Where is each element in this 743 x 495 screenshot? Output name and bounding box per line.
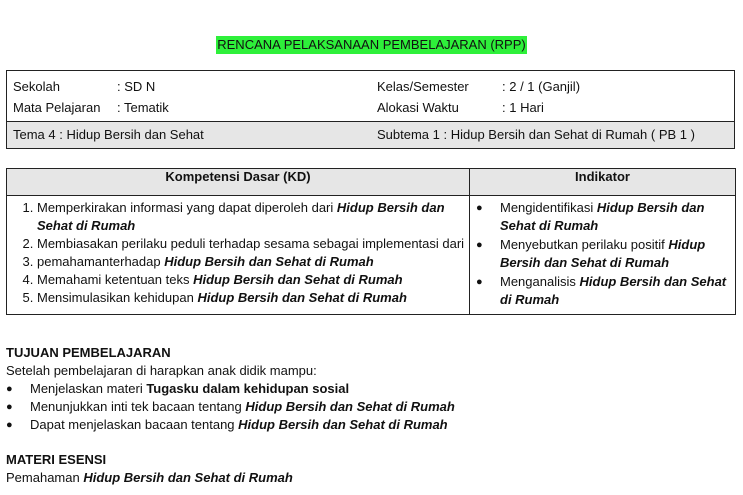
sekolah-value: : SD N [117,79,156,94]
kd-item-emph: Hidup Bersih dan Sehat di Rumah [193,272,403,287]
kd-item-text: Memperkirakan informasi yang dapat diperoleh dari [37,200,337,215]
info-rows [7,71,734,121]
indikator-cell [470,196,736,315]
tujuan-item-1 [30,380,735,398]
materi-emph: Hidup Bersih dan Sehat di Rumah [83,470,293,485]
info-box [6,70,735,149]
materi-section [6,451,735,487]
indikator-list [474,199,731,309]
kd-item-emph: Hidup Bersih dan Sehat di Rumah [197,290,407,305]
theme-row [7,121,734,148]
kelas-value: : 2 / 1 (Ganjil) [502,79,581,94]
kd-item-4 [37,271,465,289]
sekolah-label: Sekolah [13,79,60,94]
indikator-item-emph: Hidup Bersih dan Sehat di Rumah [500,200,705,233]
kd-item-emph: Hidup Bersih dan Sehat di Rumah [164,254,374,269]
kd-header: Kompetensi Dasar (KD) [7,169,470,196]
tujuan-item-text: Dapat menjelaskan bacaan tentang [30,417,239,432]
indikator-item-1 [500,199,731,235]
indikator-item-3 [500,273,731,309]
mapel-label: Mata Pelajaran [13,100,101,115]
kd-cell [7,196,470,315]
mapel-value: : Tematik [117,100,169,115]
tujuan-item-text: Menjelaskan materi [30,381,147,396]
alokasi-label: Alokasi Waktu [377,100,459,115]
kd-item-text: Mensimulasikan kehidupan [37,290,198,305]
kd-item-3 [37,253,465,271]
indikator-item-emph: Hidup Bersih dan Sehat di Rumah [500,274,727,307]
kd-item-text: pemahamanterhadap [37,254,165,269]
kelas-label: Kelas/Semester [377,79,469,94]
alokasi-value: : 1 Hari [502,100,544,115]
tujuan-item-emph: Hidup Bersih dan Sehat di Rumah [238,417,448,432]
tujuan-list [6,380,735,434]
tujuan-item-3 [30,416,735,434]
materi-prefix: Pemahaman [6,470,84,485]
indikator-item-emph: Hidup Bersih dan Sehat di Rumah [500,237,706,270]
tujuan-item-emph: Hidup Bersih dan Sehat di Rumah [245,399,455,414]
materi-text [6,469,735,487]
indikator-item-2 [500,236,731,272]
indikator-item-text: Mengidentifikasi [500,200,597,215]
tujuan-item-emph: Tugasku dalam kehidupan sosial [146,381,350,396]
indikator-item-text: Menyebutkan perilaku positif [500,237,669,252]
kd-item-1 [37,199,465,235]
document-title: RENCANA PELAKSANAAN PEMBELAJARAN (RPP) [217,37,526,52]
info-row-2 [7,97,734,118]
tujuan-heading: TUJUAN PEMBELAJARAN [6,345,171,360]
kd-item-text: Memahami ketentuan teks [37,272,194,287]
indikator-item-text: Menganalisis [500,274,580,289]
tujuan-intro: Setelah pembelajaran di harapkan anak didik mampu: [6,363,317,378]
kd-indikator-table [6,168,736,315]
tema-text: Tema 4 : Hidup Bersih dan Sehat [13,127,204,142]
tujuan-item-text: Menunjukkan inti tek bacaan tentang [30,399,246,414]
kd-item-5 [37,289,465,307]
table-header-row [7,169,736,196]
info-row-1 [7,76,734,97]
table-body-row [7,196,736,315]
tujuan-section [6,344,735,434]
indikator-header: Indikator [470,169,736,196]
kd-item-emph: Hidup Bersih dan Sehat di Rumah [37,200,445,233]
kd-list [11,199,465,307]
kd-item-text: Membiasakan perilaku peduli terhadap sesama sebagai implementasi dari [37,236,465,251]
kd-item-2 [37,235,465,253]
materi-heading: MATERI ESENSI [6,452,107,467]
tujuan-item-2 [30,398,735,416]
subtema-text: Subtema 1 : Hidup Bersih dan Sehat di Rumah ( PB 1 ) [377,127,695,142]
title-wrap [0,36,743,54]
